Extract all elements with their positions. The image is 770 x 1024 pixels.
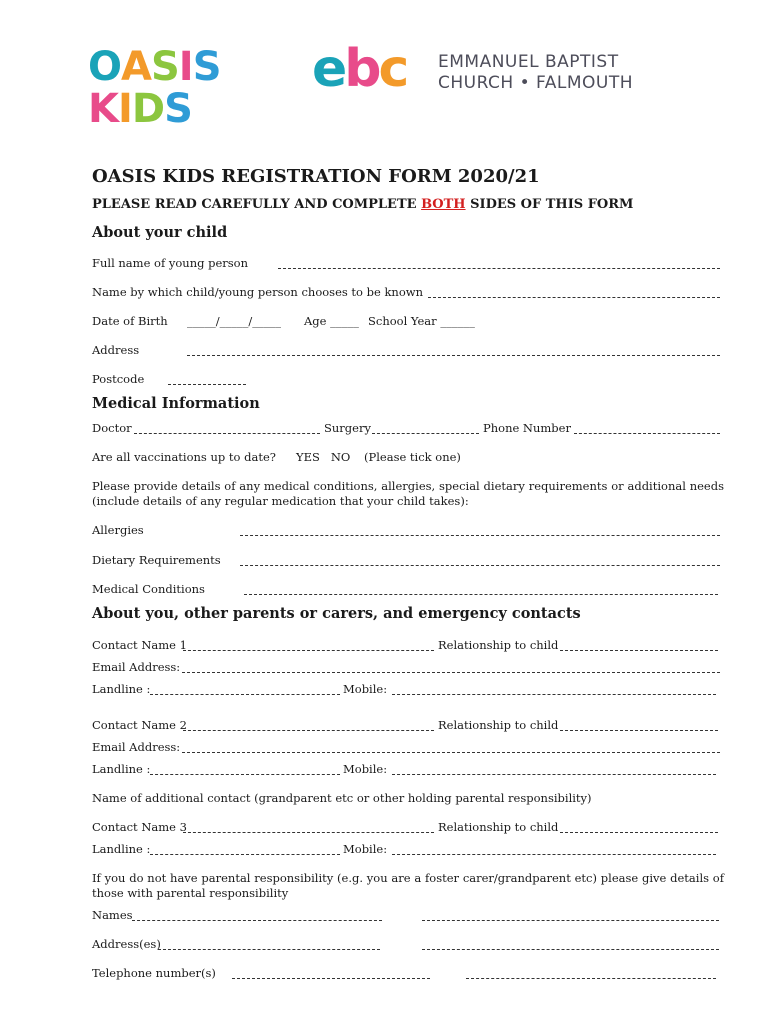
contact1-mobile-field[interactable] (392, 694, 716, 695)
kids-letter: S (164, 86, 192, 132)
contact1-email-field[interactable] (182, 672, 720, 673)
ebc-letter: e (312, 39, 345, 99)
address-field[interactable] (187, 355, 720, 356)
ebc-letter: c (378, 39, 407, 99)
doctor-field[interactable] (134, 433, 320, 434)
contact3-landline-field[interactable] (150, 854, 340, 855)
kids-letter: D (131, 86, 165, 132)
vaccinations-question: Are all vaccinations up to date? (92, 450, 276, 464)
ebc-logo-letters (312, 39, 407, 99)
contact3-label: Contact Name 3 (92, 820, 187, 834)
oasis-letter: O (88, 44, 122, 90)
telephones-field-1[interactable] (232, 978, 430, 979)
phone-number-field[interactable] (574, 433, 720, 434)
form-title: OASIS KIDS REGISTRATION FORM 2020/21 (92, 166, 540, 187)
contact3-relationship-label: Relationship to child (438, 820, 559, 834)
dietary-label: Dietary Requirements (92, 553, 221, 567)
contact1-relationship-field[interactable] (560, 650, 718, 651)
form-instruction (92, 197, 633, 212)
ebc-logo-line1: EMMANUEL BAPTIST (438, 52, 619, 72)
instruction-post: SIDES OF THIS FORM (465, 197, 634, 212)
contact2-landline-field[interactable] (150, 774, 340, 775)
contact1-relationship-label: Relationship to child (438, 638, 559, 652)
allergies-field[interactable] (240, 535, 720, 536)
dob-field[interactable]: _____/_____/_____ (187, 314, 281, 328)
child-section-heading: About your child (92, 224, 228, 241)
chosen-name-field[interactable] (428, 297, 720, 298)
contact1-name-field[interactable] (183, 650, 434, 651)
kids-letter: K (88, 86, 118, 132)
contact2-name-field[interactable] (183, 730, 434, 731)
oasis-kids-logo (88, 44, 228, 132)
phone-number-label: Phone Number (483, 421, 571, 435)
oasis-logo-line1 (88, 44, 228, 90)
addresses-field-2[interactable] (422, 949, 719, 950)
no-parental-responsibility-note: If you do not have parental responsibility (e.g. you are a foster carer/grandparent etc) please give details of those with parental responsibility (92, 871, 724, 900)
telephones-field-2[interactable] (466, 978, 716, 979)
medical-details-instruction: Please provide details of any medical conditions, allergies, special dietary requirements or additional needs (include details of any regular medication that your child takes): (92, 479, 724, 508)
ebc-letter: b (344, 39, 379, 99)
allergies-label: Allergies (92, 523, 144, 537)
oasis-letter: S (150, 44, 179, 90)
contact1-label: Contact Name 1 (92, 638, 187, 652)
contacts-section-heading: About you, other parents or carers, and emergency contacts (92, 605, 581, 622)
addresses-label: Address(es) (92, 937, 161, 951)
names-label: Names (92, 908, 133, 922)
contact3-mobile-field[interactable] (392, 854, 716, 855)
addresses-field-1[interactable] (158, 949, 380, 950)
medical-conditions-label: Medical Conditions (92, 582, 205, 596)
postcode-field[interactable] (168, 384, 246, 385)
instruction-both: BOTH (421, 197, 466, 212)
oasis-letter: S (192, 44, 221, 90)
contact2-label: Contact Name 2 (92, 718, 187, 732)
school-year-field[interactable]: School Year ______ (368, 314, 475, 328)
address-label: Address (92, 343, 140, 357)
contact2-email-field[interactable] (182, 752, 720, 753)
kids-letter: I (118, 86, 132, 132)
contact1-mobile-label: Mobile: (343, 682, 388, 696)
names-field-1[interactable] (132, 920, 382, 921)
names-field-2[interactable] (422, 920, 719, 921)
yes-no-options[interactable]: YES NO (296, 450, 351, 464)
oasis-letter: A (121, 44, 151, 90)
contact2-landline-label: Landline : (92, 762, 151, 776)
instruction-pre: PLEASE READ CAREFULLY AND COMPLETE (92, 197, 422, 212)
contact2-mobile-label: Mobile: (343, 762, 388, 776)
dietary-field[interactable] (240, 565, 720, 566)
contact2-relationship-label: Relationship to child (438, 718, 559, 732)
contact3-landline-label: Landline : (92, 842, 151, 856)
surgery-field[interactable] (372, 433, 479, 434)
medical-conditions-field[interactable] (244, 594, 718, 595)
oasis-letter: I (178, 44, 193, 90)
doctor-label: Doctor (92, 421, 132, 435)
contact1-email-label: Email Address: (92, 660, 181, 674)
full-name-label: Full name of young person (92, 256, 249, 270)
additional-contact-note: Name of additional contact (grandparent etc or other holding parental responsibility) (92, 791, 592, 805)
surgery-label: Surgery (324, 421, 371, 435)
contact2-email-label: Email Address: (92, 740, 181, 754)
contact3-relationship-field[interactable] (560, 832, 718, 833)
contact2-relationship-field[interactable] (560, 730, 718, 731)
contact3-name-field[interactable] (183, 832, 434, 833)
tick-one-note: (Please tick one) (364, 450, 461, 464)
contact2-mobile-field[interactable] (392, 774, 716, 775)
full-name-field[interactable] (278, 268, 720, 269)
postcode-label: Postcode (92, 372, 145, 386)
ebc-logo-line2: CHURCH • FALMOUTH (438, 73, 634, 93)
dob-label: Date of Birth (92, 314, 168, 328)
ebc-logo-text (438, 52, 633, 94)
age-field[interactable]: Age _____ (304, 314, 359, 328)
contact3-mobile-label: Mobile: (343, 842, 388, 856)
oasis-logo-line2 (88, 86, 228, 132)
telephones-label: Telephone number(s) (92, 966, 216, 980)
medical-section-heading: Medical Information (92, 395, 260, 412)
contact1-landline-field[interactable] (150, 694, 340, 695)
chosen-name-label: Name by which child/young person chooses to be known (92, 285, 424, 299)
contact1-landline-label: Landline : (92, 682, 151, 696)
